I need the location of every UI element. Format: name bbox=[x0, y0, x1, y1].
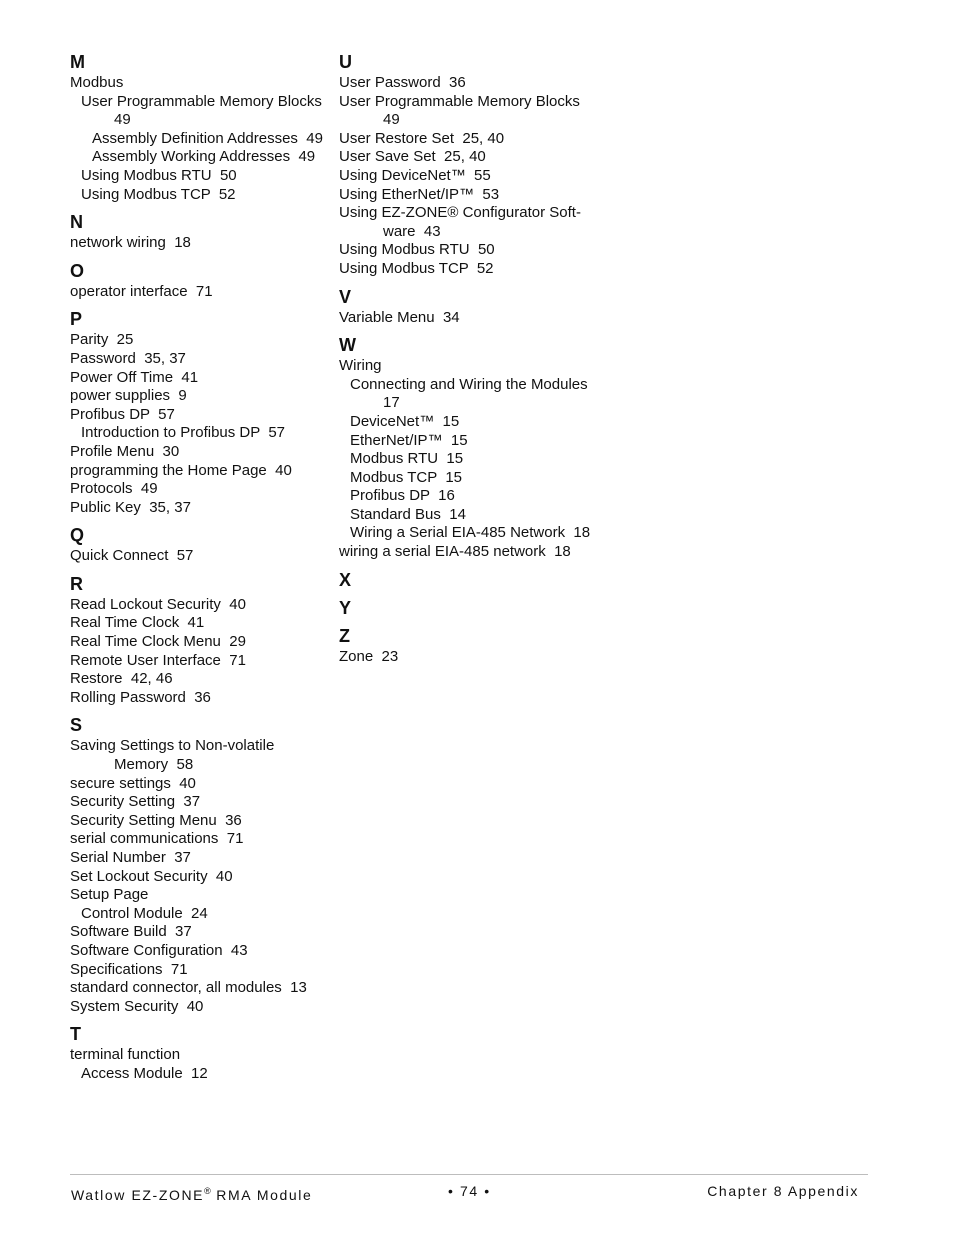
index-entry: power supplies 9 bbox=[70, 387, 187, 405]
index-entry: 49 bbox=[383, 111, 400, 129]
index-entry: Modbus bbox=[70, 74, 124, 91]
index-entry: network wiring 18 bbox=[70, 234, 191, 252]
index-entry: Variable Menu 34 bbox=[339, 308, 460, 326]
index-entry: Assembly Definition Addresses 49 bbox=[92, 129, 323, 147]
index-entry: Remote User Interface 71 bbox=[70, 651, 246, 669]
index-entry: wiring a serial EIA-485 network 18 bbox=[339, 543, 571, 561]
index-entry: ware 43 bbox=[383, 222, 441, 240]
index-entry: 49 bbox=[114, 111, 131, 129]
section-letter: R bbox=[70, 573, 83, 594]
index-entry: Software Build 37 bbox=[70, 923, 192, 941]
index-column-right bbox=[339, 52, 619, 666]
index-section-p bbox=[70, 309, 335, 517]
index-entry: Using EtherNet/IP™ 53 bbox=[339, 185, 500, 203]
index-section-m bbox=[70, 52, 335, 204]
index-entry: Using DeviceNet™ 55 bbox=[339, 166, 491, 184]
index-entry: User Programmable Memory Blocks bbox=[81, 92, 322, 110]
index-entry: Set Lockout Security 40 bbox=[70, 867, 233, 885]
index-section-s bbox=[70, 715, 335, 1016]
index-entry: Setup Page bbox=[70, 886, 149, 904]
section-letter: P bbox=[70, 309, 83, 330]
index-entry: Introduction to Profibus DP 57 bbox=[81, 424, 286, 442]
chapter-label: Chapter 8 Appendix bbox=[707, 1183, 859, 1199]
index-entry: Using Modbus TCP 52 bbox=[81, 185, 236, 203]
index-entry: User Password 36 bbox=[339, 74, 466, 91]
section-letter: M bbox=[70, 52, 85, 72]
index-entry: Specifications 71 bbox=[70, 960, 188, 978]
index-entry: Profile Menu 30 bbox=[70, 442, 180, 460]
index-entry: Wiring bbox=[339, 357, 382, 375]
index-section-o bbox=[70, 261, 335, 302]
section-letter: X bbox=[339, 569, 352, 590]
page-number: • 74 • bbox=[448, 1183, 491, 1199]
index-section-t bbox=[70, 1024, 335, 1083]
footer-title bbox=[71, 1182, 312, 1204]
index-entry: Using Modbus TCP 52 bbox=[339, 259, 494, 277]
index-entry: 17 bbox=[383, 394, 400, 412]
index-section-n bbox=[70, 212, 335, 253]
index-entry: Security Setting 37 bbox=[70, 793, 201, 811]
index-entry: serial communications 71 bbox=[70, 830, 244, 848]
section-letter: Q bbox=[70, 525, 85, 546]
index-entry: EtherNet/IP™ 15 bbox=[350, 431, 468, 449]
index-entry: operator interface 71 bbox=[70, 282, 213, 300]
index-entry: System Security 40 bbox=[70, 997, 204, 1015]
section-letter: W bbox=[339, 335, 356, 356]
index-section-q bbox=[70, 525, 335, 566]
index-entry: Using Modbus RTU 50 bbox=[81, 166, 237, 184]
section-letter: O bbox=[70, 260, 85, 281]
section-letter: N bbox=[70, 212, 83, 233]
index-entry: Parity 25 bbox=[70, 331, 134, 349]
index-entry: Using EZ-ZONE® Configurator Soft- bbox=[339, 204, 581, 222]
index-column-left bbox=[70, 52, 335, 1084]
index-entry: Zone 23 bbox=[339, 647, 399, 665]
index-entry: Restore 42, 46 bbox=[70, 670, 173, 688]
section-letter: Z bbox=[339, 625, 350, 646]
index-entry: Using Modbus RTU 50 bbox=[339, 241, 495, 259]
index-entry: Power Off Time 41 bbox=[70, 368, 199, 386]
index-entry: Wiring a Serial EIA-485 Network 18 bbox=[350, 524, 591, 542]
section-letter: T bbox=[70, 1024, 81, 1045]
index-entry: Protocols 49 bbox=[70, 480, 158, 498]
index-entry: Modbus TCP 15 bbox=[350, 468, 463, 486]
index-entry: User Save Set 25, 40 bbox=[339, 148, 486, 166]
index-entry: DeviceNet™ 15 bbox=[350, 412, 460, 430]
footer-title-suffix: RMA Module bbox=[210, 1187, 313, 1203]
index-entry: User Programmable Memory Blocks bbox=[339, 92, 580, 110]
index-entry: Modbus RTU 15 bbox=[350, 450, 464, 468]
index-entry: Software Configuration 43 bbox=[70, 941, 248, 959]
index-entry: Connecting and Wiring the Modules bbox=[350, 375, 588, 393]
registered-mark: ® bbox=[204, 1186, 211, 1196]
section-letter: S bbox=[70, 715, 83, 736]
index-section-y bbox=[339, 598, 619, 618]
index-entry: User Restore Set 25, 40 bbox=[339, 129, 505, 147]
section-letter: V bbox=[339, 286, 352, 307]
index-section-z bbox=[339, 626, 619, 667]
index-entry: Profibus DP 57 bbox=[70, 405, 175, 423]
index-entry: Control Module 24 bbox=[81, 904, 208, 922]
index-entry: Memory 58 bbox=[114, 756, 194, 774]
index-entry: terminal function bbox=[70, 1046, 181, 1064]
index-entry: programming the Home Page 40 bbox=[70, 461, 292, 479]
index-entry: secure settings 40 bbox=[70, 774, 196, 792]
index-entry: Real Time Clock Menu 29 bbox=[70, 633, 246, 651]
index-entry: Serial Number 37 bbox=[70, 849, 191, 866]
section-letter: U bbox=[339, 52, 352, 72]
index-section-u bbox=[339, 52, 619, 279]
footer-rule bbox=[70, 1174, 868, 1175]
index-entry: Assembly Working Addresses 49 bbox=[92, 148, 316, 166]
index-entry: standard connector, all modules 13 bbox=[70, 979, 307, 997]
index-section-v bbox=[339, 287, 619, 328]
index-entry: Security Setting Menu 36 bbox=[70, 811, 242, 829]
index-entry: Profibus DP 16 bbox=[350, 487, 455, 505]
index-entry: Saving Settings to Non-volatile bbox=[70, 737, 275, 755]
index-entry: Quick Connect 57 bbox=[70, 547, 194, 565]
index-entry: Public Key 35, 37 bbox=[70, 498, 191, 516]
index-entry: Standard Bus 14 bbox=[350, 505, 466, 523]
index-section-r bbox=[70, 574, 335, 708]
section-letter: Y bbox=[339, 597, 352, 618]
index-entry: Read Lockout Security 40 bbox=[70, 595, 246, 613]
index-entry: Password 35, 37 bbox=[70, 349, 186, 367]
index-section-x bbox=[339, 570, 619, 590]
index-entry: Access Module 12 bbox=[81, 1064, 208, 1082]
index-section-w bbox=[339, 335, 619, 562]
index-entry: Rolling Password 36 bbox=[70, 688, 211, 706]
index-entry: Real Time Clock 41 bbox=[70, 614, 205, 632]
footer-title-text: Watlow EZ-ZONE bbox=[71, 1187, 205, 1203]
